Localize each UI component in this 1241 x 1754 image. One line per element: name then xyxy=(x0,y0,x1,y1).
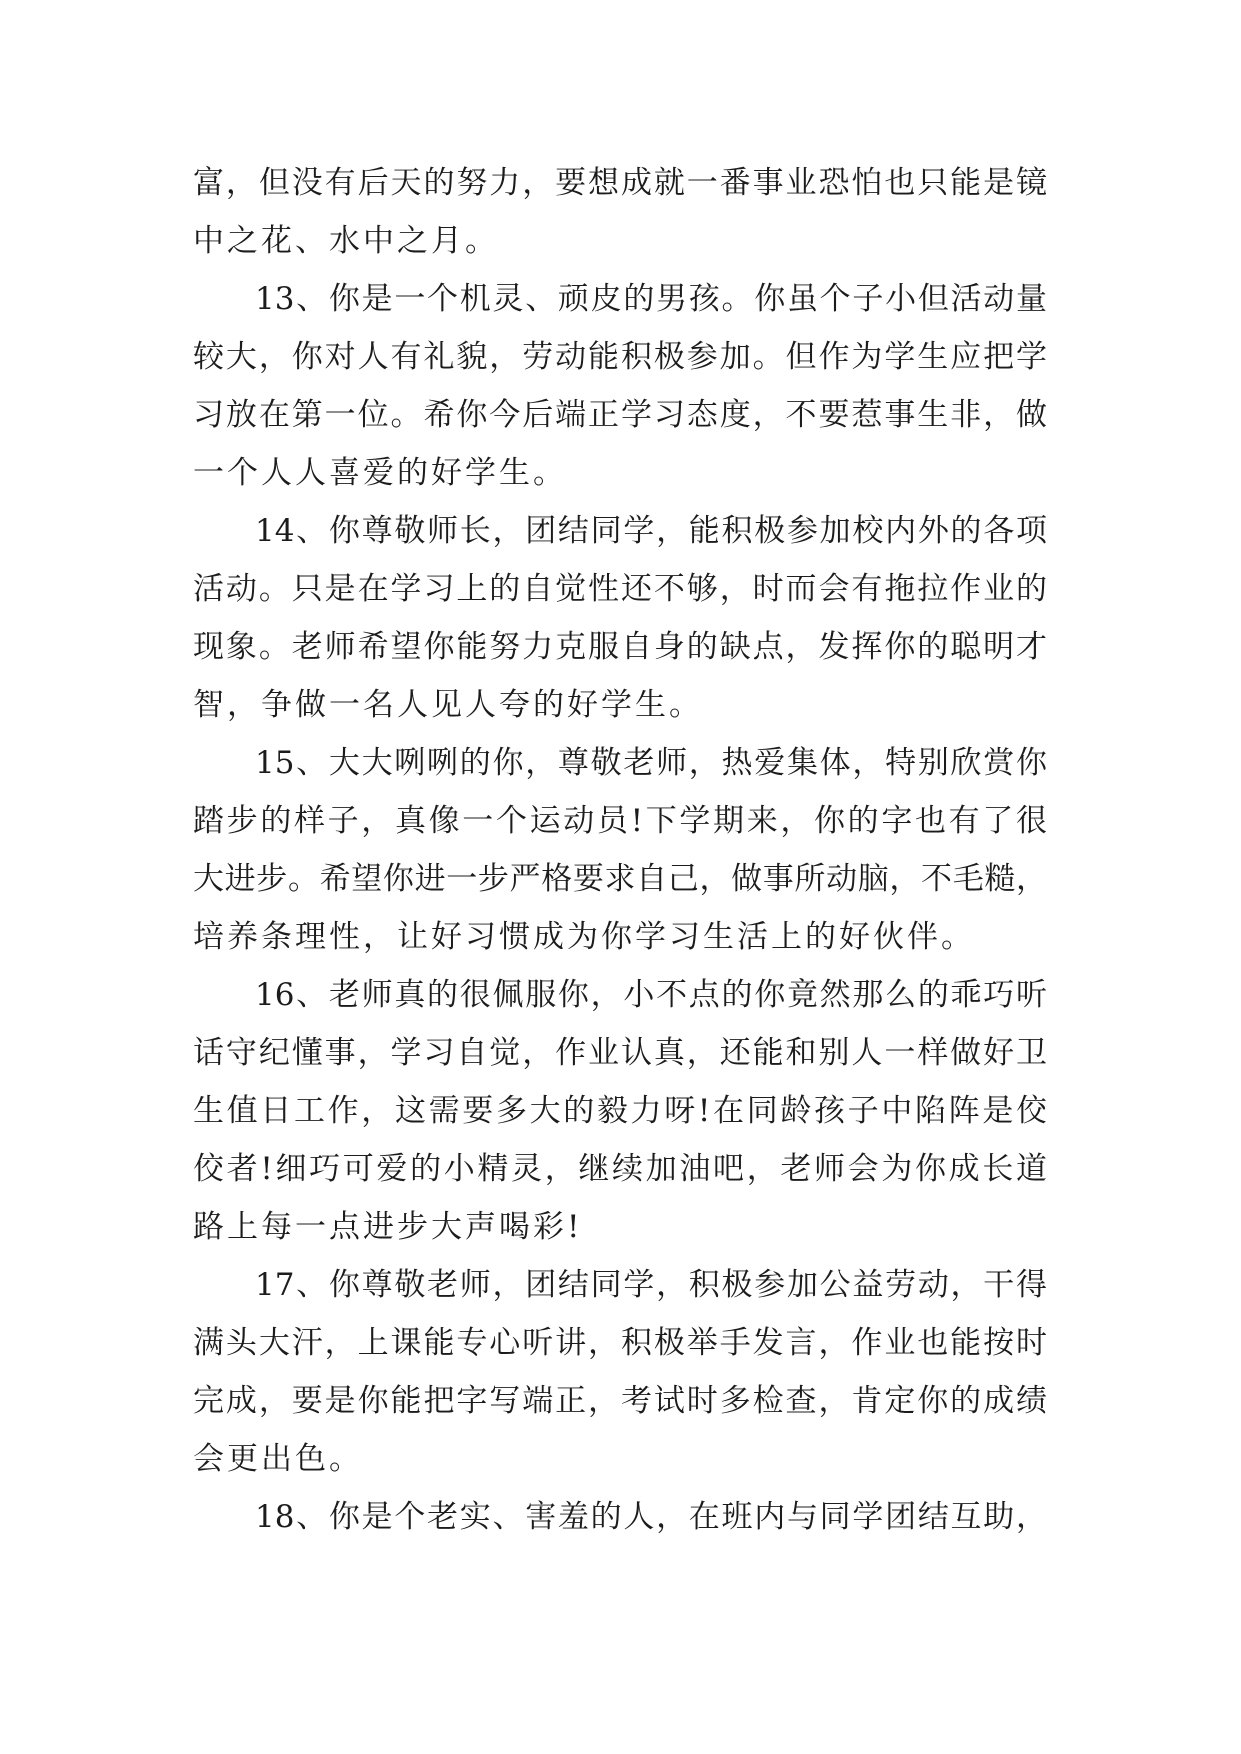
text-line: 现象。老师希望你能努力克服自身的缺点，发挥你的聪明才 xyxy=(193,629,1047,665)
text-line: 会更出色。 xyxy=(193,1441,363,1477)
text-line: 活动。只是在学习上的自觉性还不够，时而会有拖拉作业的 xyxy=(193,571,1047,607)
text-line: 路上每一点进步大声喝彩! xyxy=(193,1209,583,1245)
text-line: 培养条理性，让好习惯成为你学习生活上的好伙伴。 xyxy=(193,919,975,955)
paragraph-15 xyxy=(193,734,1047,966)
text-line: 17、你尊敬老师，团结同学，积极参加公益劳动，干得 xyxy=(255,1267,1047,1303)
text-line: 生值日工作，这需要多大的毅力呀!在同龄孩子中陷阵是佼 xyxy=(193,1093,1047,1129)
text-line: 大进步。希望你进一步严格要求自己，做事所动脑，不毛糙， xyxy=(193,861,1047,897)
text-line: 满头大汗，上课能专心听讲，积极举手发言，作业也能按时 xyxy=(193,1325,1047,1361)
paragraph-18 xyxy=(193,1488,1047,1546)
text-line: 15、大大咧咧的你，尊敬老师，热爱集体，特别欣赏你 xyxy=(255,745,1047,781)
text-line: 踏步的样子，真像一个运动员!下学期来，你的字也有了很 xyxy=(193,803,1047,839)
text-line: 13、你是一个机灵、顽皮的男孩。你虽个子小但活动量 xyxy=(255,281,1047,317)
text-line: 习放在第一位。希你今后端正学习态度，不要惹事生非，做 xyxy=(193,397,1047,433)
text-line: 智，争做一名人见人夸的好学生。 xyxy=(193,687,703,723)
text-line: 较大，你对人有礼貌，劳动能积极参加。但作为学生应把学 xyxy=(193,339,1047,375)
paragraph-17 xyxy=(193,1256,1047,1488)
text-line: 话守纪懂事，学习自觉，作业认真，还能和别人一样做好卫 xyxy=(193,1035,1047,1071)
text-line: 完成，要是你能把字写端正，考试时多检查，肯定你的成绩 xyxy=(193,1383,1047,1419)
text-line: 18、你是个老实、害羞的人，在班内与同学团结互助， xyxy=(255,1499,1047,1535)
paragraph-16 xyxy=(193,966,1047,1256)
text-line: 一个人人喜爱的好学生。 xyxy=(193,455,567,491)
paragraph-14 xyxy=(193,502,1047,734)
text-line: 富，但没有后天的努力，要想成就一番事业恐怕也只能是镜 xyxy=(193,165,1047,201)
text-line: 中之花、水中之月。 xyxy=(193,223,499,259)
paragraph-13 xyxy=(193,270,1047,502)
text-line: 14、你尊敬师长，团结同学，能积极参加校内外的各项 xyxy=(255,513,1047,549)
text-line: 16、老师真的很佩服你，小不点的你竟然那么的乖巧听 xyxy=(255,977,1047,1013)
document-body xyxy=(193,154,1047,1546)
paragraph-continued xyxy=(193,154,1047,270)
text-line: 佼者!细巧可爱的小精灵，继续加油吧，老师会为你成长道 xyxy=(193,1151,1047,1187)
